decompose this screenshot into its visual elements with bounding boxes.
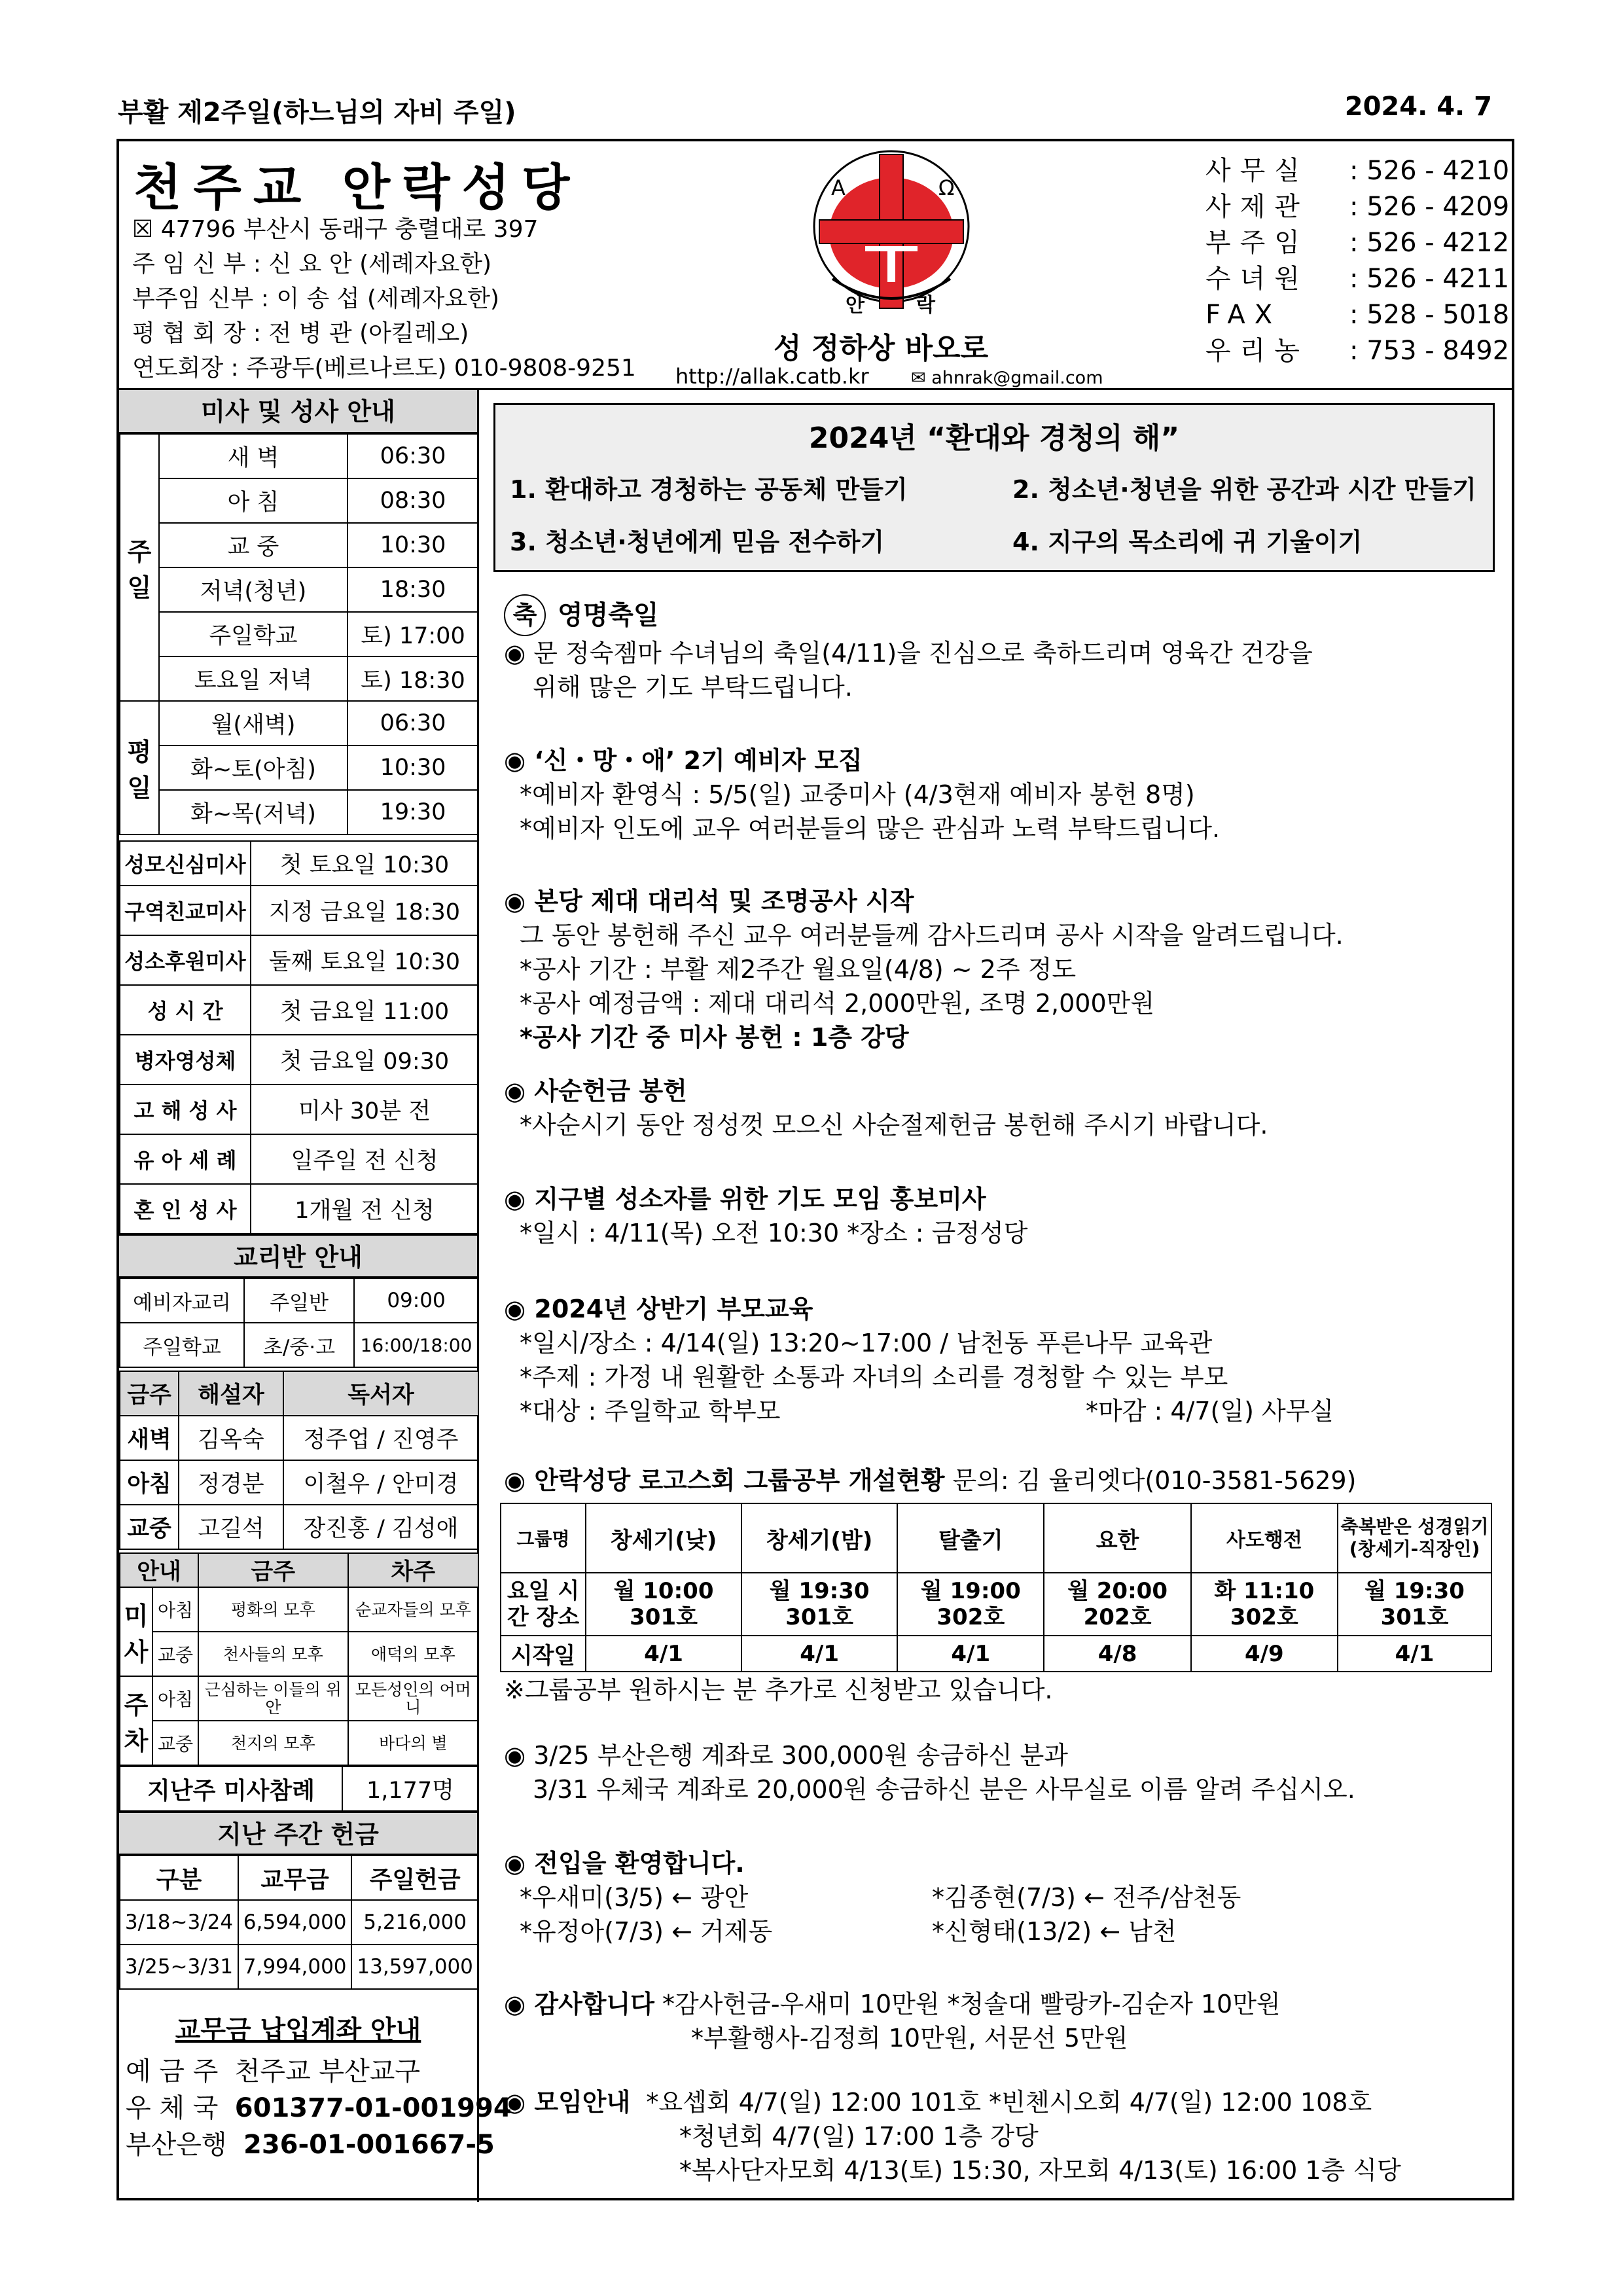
year-goal: 2. 청소년·청년을 위한 공간과 시간 만들기 bbox=[1012, 475, 1476, 504]
weekday-label: 평일 bbox=[120, 701, 159, 834]
attendance-label: 지난주 미사참례 bbox=[120, 1767, 342, 1811]
mass-time: 06:30 bbox=[348, 434, 478, 478]
logos-room: 302호 bbox=[1230, 1604, 1298, 1630]
feast-line: ◉ 문 정숙젬마 수녀님의 축일(4/11)을 진심으로 축하드리며 영육간 건강을 bbox=[504, 639, 1313, 668]
vocation-line: *일시 : 4/11(목) 오전 10:30 *장소 : 금정성당 bbox=[520, 1219, 1028, 1247]
account-label: 우 체 국 bbox=[126, 2093, 219, 2123]
logos-header: 축복받은 성경읽기 (창세기-직장인) bbox=[1338, 1503, 1491, 1573]
remit-section bbox=[504, 1738, 1355, 1806]
phone-label: 부주임 bbox=[1205, 228, 1309, 258]
logos-header: 창세기(낮) bbox=[586, 1503, 741, 1573]
construction-section bbox=[504, 884, 1344, 1054]
mass-name: 주일학교 bbox=[159, 612, 348, 656]
attendance-value: 1,177명 bbox=[342, 1767, 478, 1811]
parent-line: *일시/장소 : 4/14(일) 13:20~17:00 / 남천동 푸른나무 교육관 bbox=[520, 1329, 1213, 1357]
parent-deadline: *마감 : 4/7(일) 사무실 bbox=[1086, 1397, 1334, 1426]
readers-header: 독서자 bbox=[283, 1371, 478, 1416]
mass-name: 교 중 bbox=[159, 523, 348, 567]
thanks-title: ◉ 감사합니다 bbox=[504, 1990, 654, 2018]
offering-dues: 7,994,000 bbox=[238, 1945, 351, 1989]
logos-start: 4/9 bbox=[1191, 1636, 1338, 1672]
catechumen-line: *예비자 환영식 : 5/5(일) 교중미사 (4/3현재 예비자 봉헌 8명) bbox=[520, 780, 1195, 809]
logos-time: 월 20:00 bbox=[1067, 1578, 1168, 1604]
logos-header: 탈출기 bbox=[897, 1503, 1044, 1573]
catechumen-section bbox=[504, 744, 1220, 846]
commentator: 정경분 bbox=[179, 1460, 283, 1505]
class-group: 주일반 bbox=[244, 1278, 354, 1323]
logos-room: 301호 bbox=[630, 1604, 698, 1630]
thanks-line: *부활행사-김정희 10만원, 서문선 5만원 bbox=[691, 2024, 1128, 2053]
email-address bbox=[911, 368, 1103, 388]
logos-row-label: 시작일 bbox=[501, 1636, 586, 1672]
mass-name: 아 침 bbox=[159, 478, 348, 523]
feast-section bbox=[504, 594, 1313, 704]
special-name: 혼 인 성 사 bbox=[120, 1184, 251, 1234]
logos-start: 4/1 bbox=[1338, 1636, 1491, 1672]
bulletin-frame bbox=[116, 139, 1514, 2200]
special-time: 둘째 토요일 10:30 bbox=[251, 935, 478, 985]
remit-line: 3/31 우체국 계좌로 20,000원 송금하신 분은 사무실로 이름 알려 주십시오. bbox=[533, 1775, 1355, 1804]
logos-contact: 문의: 김 율리엣다(010-3581-5629) bbox=[952, 1466, 1357, 1495]
mass-time: 06:30 bbox=[348, 701, 478, 745]
mass-time: 토) 18:30 bbox=[348, 656, 478, 701]
mass-name: 저녁(청년) bbox=[159, 567, 348, 612]
logos-start: 4/8 bbox=[1044, 1636, 1190, 1672]
special-name: 구역친교미사 bbox=[120, 886, 251, 935]
class-time: 16:00/18:00 bbox=[354, 1323, 478, 1367]
left-column bbox=[119, 390, 512, 2202]
mass-time: 19:30 bbox=[348, 790, 478, 834]
commentator: 고길석 bbox=[179, 1505, 283, 1549]
guide-next-week: 순교자들의 모후 bbox=[348, 1587, 478, 1632]
phone-number: : 526 - 4210 bbox=[1349, 156, 1510, 186]
logos-room: 202호 bbox=[1083, 1604, 1152, 1630]
logos-time: 월 19:30 bbox=[1364, 1578, 1465, 1604]
mass-time: 08:30 bbox=[348, 478, 478, 523]
guide-group-label: 주차 bbox=[120, 1676, 152, 1765]
top-bar bbox=[118, 92, 1492, 137]
phone-list bbox=[1205, 153, 1509, 369]
vocation-section bbox=[504, 1182, 1027, 1250]
thanks-section bbox=[504, 1987, 1281, 2055]
offering-dues: 6,594,000 bbox=[238, 1900, 351, 1945]
welcome-entry: *유정아(7/3) ← 거제동 bbox=[520, 1917, 773, 1946]
account-value: 601377-01-001994 bbox=[234, 2093, 512, 2123]
mass-name: 토요일 저녁 bbox=[159, 656, 348, 701]
guide-group-label: 미사 bbox=[120, 1587, 152, 1676]
mass-name: 월(새벽) bbox=[159, 701, 348, 745]
phone-row bbox=[1205, 153, 1509, 189]
parish-info bbox=[132, 212, 636, 386]
mass-time: 18:30 bbox=[348, 567, 478, 612]
special-name: 고 해 성 사 bbox=[120, 1085, 251, 1134]
logos-start: 4/1 bbox=[897, 1636, 1044, 1672]
lectors: 정주업 / 진영주 bbox=[283, 1416, 478, 1460]
welcome-section bbox=[504, 1846, 1241, 1948]
lent-title: ◉ 사순헌금 봉헌 bbox=[504, 1077, 687, 1105]
address: ☒ 47796 부산시 동래구 충렬대로 397 bbox=[132, 216, 539, 243]
phone-row bbox=[1205, 189, 1509, 225]
logos-start: 4/1 bbox=[741, 1636, 897, 1672]
lectors: 장진홍 / 김성애 bbox=[283, 1505, 478, 1549]
phone-number: : 753 - 8492 bbox=[1349, 336, 1510, 366]
readers-table bbox=[119, 1371, 479, 1550]
phone-number: : 528 - 5018 bbox=[1349, 300, 1510, 330]
parent-line: *주제 : 가정 내 원활한 소통과 자녀의 소리를 경청할 수 있는 부모 bbox=[520, 1363, 1228, 1391]
guide-next-week: 바다의 별 bbox=[348, 1721, 478, 1765]
logos-row-label: 요일 시간 장소 bbox=[501, 1573, 586, 1636]
year-goal: 4. 지구의 목소리에 귀 기울이기 bbox=[1012, 528, 1363, 556]
special-name: 성소후원미사 bbox=[120, 935, 251, 985]
logos-header: 요한 bbox=[1044, 1503, 1190, 1573]
class-time: 09:00 bbox=[354, 1278, 478, 1323]
special-time: 첫 금요일 09:30 bbox=[251, 1035, 478, 1085]
pastor: 주 임 신 부 : 신 요 안 (세례자요한) bbox=[132, 251, 492, 278]
account-row bbox=[119, 2126, 495, 2163]
meeting-line: *요셉회 4/7(일) 12:00 101호 *빈첸시오회 4/7(일) 12:00 108호 bbox=[646, 2088, 1372, 2117]
patron-saint: 성 정하상 바오로 bbox=[774, 332, 989, 365]
mass-name: 새 벽 bbox=[159, 434, 348, 478]
reader-mass: 교중 bbox=[120, 1505, 179, 1549]
guide-mass: 아침 bbox=[152, 1587, 198, 1632]
construction-line: *공사 예정금액 : 제대 대리석 2,000만원, 조명 2,000만원 bbox=[520, 989, 1155, 1018]
logos-time: 화 11:10 bbox=[1214, 1578, 1315, 1604]
logos-time: 월 19:30 bbox=[769, 1578, 870, 1604]
special-time: 1개월 전 신청 bbox=[251, 1184, 478, 1234]
guide-this-week: 천사들의 모후 bbox=[198, 1632, 348, 1676]
sunday-label: 주일 bbox=[120, 434, 159, 701]
account-value: 236-01-001667-5 bbox=[243, 2130, 495, 2160]
phone-label: 사무실 bbox=[1205, 156, 1309, 186]
thanks-line: *감사헌금-우새미 10만원 *청솔대 빨랑카-김순자 10만원 bbox=[662, 1990, 1281, 2018]
account-title: 교무금 납입계좌 안내 bbox=[175, 2015, 421, 2045]
phone-label: 사제관 bbox=[1205, 192, 1309, 222]
guide-mass: 교중 bbox=[152, 1721, 198, 1765]
logos-time: 월 10:00 bbox=[613, 1578, 714, 1604]
class-name: 예비자교리 bbox=[120, 1278, 244, 1323]
logos-time: 월 19:00 bbox=[920, 1578, 1021, 1604]
logos-table bbox=[500, 1503, 1492, 1672]
logos-header: 창세기(밤) bbox=[741, 1503, 897, 1573]
readers-header: 해설자 bbox=[179, 1371, 283, 1416]
parent-section bbox=[504, 1292, 1334, 1428]
feast-badge-icon: 축 bbox=[504, 594, 546, 636]
logos-room: 302호 bbox=[936, 1604, 1005, 1630]
parent-line: *대상 : 주일학교 학부모 bbox=[520, 1397, 781, 1426]
mass-section-title: 미사 및 성사 안내 bbox=[119, 390, 477, 433]
phone-label: 우리농 bbox=[1205, 336, 1309, 366]
assistant-pastor: 부주임 신부 : 이 송 섭 (세례자요한) bbox=[132, 285, 499, 312]
logos-room: 301호 bbox=[785, 1604, 854, 1630]
account-value: 천주교 부산교구 bbox=[234, 2056, 420, 2087]
special-name: 유 아 세 례 bbox=[120, 1134, 251, 1184]
logos-note: ※그룹공부 원하시는 분 추가로 신청받고 있습니다. bbox=[504, 1676, 1053, 1704]
lent-line: *사순시기 동안 정성껏 모으신 사순절제헌금 봉헌해 주시기 바랍니다. bbox=[520, 1111, 1268, 1139]
special-name: 성 시 간 bbox=[120, 985, 251, 1035]
reader-mass: 아침 bbox=[120, 1460, 179, 1505]
alpha-letter: A bbox=[831, 175, 846, 200]
construction-line: *공사 기간 중 미사 봉헌 : 1층 강당 bbox=[520, 1023, 909, 1052]
website-link[interactable]: http://allak.catb.kr bbox=[675, 364, 869, 389]
logos-section bbox=[504, 1463, 1356, 1498]
right-column bbox=[479, 390, 1512, 2202]
offering-sunday: 5,216,000 bbox=[351, 1900, 478, 1945]
mass-name: 화~목(저녁) bbox=[159, 790, 348, 834]
lectors: 이철우 / 안미경 bbox=[283, 1460, 478, 1505]
class-name: 주일학교 bbox=[120, 1323, 244, 1367]
offering-period: 3/18~3/24 bbox=[120, 1900, 238, 1945]
offering-sunday: 13,597,000 bbox=[351, 1945, 478, 1989]
sunday-title: 부활 제2주일(하느님의 자비 주일) bbox=[118, 98, 516, 128]
special-time: 첫 금요일 11:00 bbox=[251, 985, 478, 1035]
logo-char-an: 안 bbox=[846, 294, 865, 317]
guide-header: 안내 bbox=[120, 1553, 198, 1587]
construction-line: *공사 기간 : 부활 제2주간 월요일(4/8) ~ 2주 정도 bbox=[520, 955, 1077, 984]
phone-row bbox=[1205, 225, 1509, 261]
offering-table bbox=[119, 1855, 479, 1990]
special-name: 병자영성체 bbox=[120, 1035, 251, 1085]
meeting-line: *청년회 4/7(일) 17:00 1층 강당 bbox=[679, 2122, 1039, 2151]
phone-label: FAX bbox=[1205, 300, 1282, 330]
catechumen-line: *예비자 인도에 교우 여러분들의 많은 관심과 노력 부탁드립니다. bbox=[520, 814, 1221, 843]
guide-this-week: 근심하는 이들의 위안 bbox=[198, 1676, 348, 1721]
parish-name: 천주교 안락성당 bbox=[134, 158, 582, 217]
mass-time: 토) 17:00 bbox=[348, 612, 478, 656]
year-goal: 3. 청소년·청년에게 믿음 전수하기 bbox=[510, 528, 885, 556]
meeting-section bbox=[504, 2085, 1401, 2187]
offering-period: 3/25~3/31 bbox=[120, 1945, 238, 1989]
parish-logo bbox=[793, 148, 990, 325]
year-theme-title: 2024년 “환대와 경청의 해” bbox=[808, 422, 1180, 455]
special-mass-table bbox=[119, 840, 479, 1234]
reader-mass: 새벽 bbox=[120, 1416, 179, 1460]
year-goal: 1. 환대하고 경청하는 공동체 만들기 bbox=[510, 475, 908, 504]
construction-title: ◉ 본당 제대 대리석 및 조명공사 시작 bbox=[504, 887, 914, 916]
logos-room: 301호 bbox=[1380, 1604, 1449, 1630]
mass-table bbox=[119, 433, 479, 835]
offering-header: 주일헌금 bbox=[351, 1856, 478, 1900]
account-row bbox=[119, 2090, 512, 2126]
council-president: 평 협 회 장 : 전 병 관 (아킬레오) bbox=[132, 320, 469, 347]
account-row bbox=[119, 2053, 477, 2090]
vocation-title: ◉ 지구별 성소자를 위한 기도 모임 홍보미사 bbox=[504, 1185, 986, 1213]
guide-mass: 아침 bbox=[152, 1676, 198, 1721]
logo-char-rak: 락 bbox=[916, 294, 935, 317]
guide-next-week: 애덕의 모후 bbox=[348, 1632, 478, 1676]
guide-mass: 교중 bbox=[152, 1632, 198, 1676]
offering-title: 지난 주간 헌금 bbox=[119, 1812, 477, 1855]
attendance-table bbox=[119, 1766, 479, 1812]
feast-title: 영명축일 bbox=[558, 600, 659, 630]
offering-header: 교무금 bbox=[238, 1856, 351, 1900]
logos-title: ◉ 안락성당 로고스회 그룹공부 개설현황 bbox=[504, 1466, 945, 1495]
construction-line: 그 동안 봉헌해 주신 교우 여러분들께 감사드리며 공사 시작을 알려드립니다. bbox=[520, 921, 1344, 950]
welcome-entry: *신형태(13/2) ← 남천 bbox=[932, 1917, 1177, 1946]
header bbox=[119, 141, 1512, 390]
phone-number: : 526 - 4212 bbox=[1349, 228, 1510, 258]
logos-header: 사도행전 bbox=[1191, 1503, 1338, 1573]
offering-header: 구분 bbox=[120, 1856, 238, 1900]
lent-section bbox=[504, 1074, 1268, 1142]
catechism-title: 교리반 안내 bbox=[119, 1234, 477, 1278]
logos-header: 그룹명 bbox=[501, 1503, 586, 1573]
mass-name: 화~토(아침) bbox=[159, 745, 348, 790]
class-group: 초/중·고 bbox=[244, 1323, 354, 1367]
phone-number: : 526 - 4209 bbox=[1349, 192, 1510, 222]
welcome-entry: *김종현(7/3) ← 전주/삼천동 bbox=[932, 1883, 1241, 1912]
special-time: 미사 30분 전 bbox=[251, 1085, 478, 1134]
special-name: 성모신심미사 bbox=[120, 841, 251, 886]
guide-header: 차주 bbox=[348, 1553, 478, 1587]
mass-time: 10:30 bbox=[348, 745, 478, 790]
account-label: 예 금 주 bbox=[126, 2056, 219, 2087]
guide-table bbox=[119, 1552, 479, 1766]
remit-line: ◉ 3/25 부산은행 계좌로 300,000원 송금하신 분과 bbox=[504, 1741, 1069, 1770]
guide-header: 금주 bbox=[198, 1553, 348, 1587]
guide-next-week: 모든성인의 어머니 bbox=[348, 1676, 478, 1721]
welcome-title: ◉ 전입을 환영합니다. bbox=[504, 1849, 745, 1878]
phone-row bbox=[1205, 297, 1509, 333]
union-president: 연도회장 : 주광두(베르나르도) 010-9808-9251 bbox=[132, 355, 636, 382]
guide-this-week: 평화의 모후 bbox=[198, 1587, 348, 1632]
email-text: ahnrak@gmail.com bbox=[931, 368, 1103, 388]
readers-header: 금주 bbox=[120, 1371, 179, 1416]
special-time: 지정 금요일 18:30 bbox=[251, 886, 478, 935]
guide-this-week: 천지의 모후 bbox=[198, 1721, 348, 1765]
phone-label: 수녀원 bbox=[1205, 264, 1309, 294]
omega-letter: Ω bbox=[938, 175, 955, 200]
commentator: 김옥숙 bbox=[179, 1416, 283, 1460]
year-theme-box bbox=[493, 403, 1495, 572]
mail-icon: ✉ bbox=[911, 368, 932, 388]
parent-title: ◉ 2024년 상반기 부모교육 bbox=[504, 1295, 813, 1323]
catechism-table bbox=[119, 1278, 479, 1368]
bulletin-date: 2024. 4. 7 bbox=[1344, 92, 1492, 122]
phone-row bbox=[1205, 333, 1509, 369]
mass-time: 10:30 bbox=[348, 523, 478, 567]
catechumen-title: ◉ ‘신・망・애’ 2기 예비자 모집 bbox=[504, 746, 863, 775]
logos-start: 4/1 bbox=[586, 1636, 741, 1672]
meeting-line: *복사단자모회 4/13(토) 15:30, 자모회 4/13(토) 16:00 1층 식당 bbox=[679, 2156, 1401, 2185]
feast-line: 위해 많은 기도 부탁드립니다. bbox=[533, 673, 853, 702]
special-time: 일주일 전 신청 bbox=[251, 1134, 478, 1184]
meeting-title: ◉ 모임안내 bbox=[504, 2088, 631, 2117]
account-label: 부산은행 bbox=[126, 2130, 227, 2160]
special-time: 첫 토요일 10:30 bbox=[251, 841, 478, 886]
welcome-entry: *우새미(3/5) ← 광안 bbox=[520, 1883, 749, 1912]
phone-row bbox=[1205, 261, 1509, 297]
phone-number: : 526 - 4211 bbox=[1349, 264, 1510, 294]
